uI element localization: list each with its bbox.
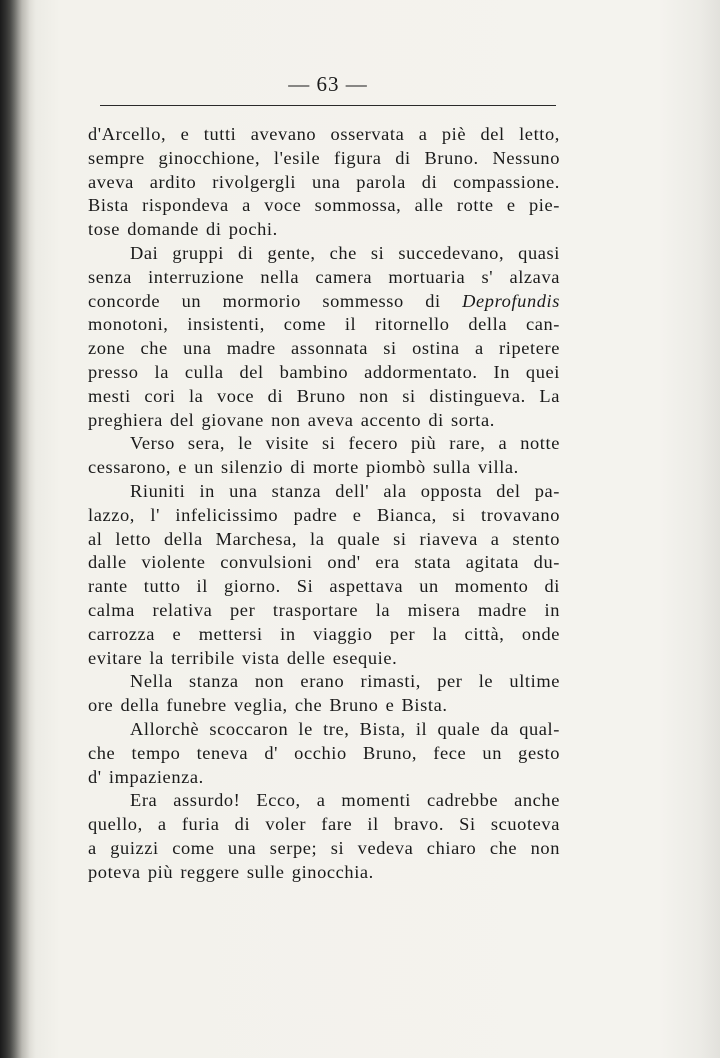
text-line-with-italic <box>88 290 560 314</box>
text-line: Riuniti in una stanza dell' ala opposta del pa- <box>130 480 560 501</box>
italic-term: Deprofundis <box>462 290 561 311</box>
text-line: d'Arcello, e tutti avevano osservata a piè del letto, <box>88 124 560 144</box>
text-line: mesti cori la voce di Bruno non si distingueva. La <box>88 385 560 406</box>
text-line: dalle violente convulsioni ond' era stata agitata du- <box>88 552 560 573</box>
header-rule <box>100 105 556 106</box>
text-line: aveva ardito rivolgergli una parola di compassione. <box>88 171 560 192</box>
text-line: tose domande di pochi. <box>88 219 278 240</box>
text-line: quello, a furia di voler fare il bravo. Si scuoteva <box>88 814 560 835</box>
text-line: presso la culla del bambino addormentato. In quei <box>88 361 560 382</box>
page-header <box>100 72 556 97</box>
text-line: Era assurdo! Ecco, a momenti cadrebbe anche <box>130 790 560 811</box>
binding-shadow <box>0 0 30 1058</box>
text-line: Bista rispondeva a voce sommossa, alle rotte e pie- <box>88 195 560 216</box>
text-line: carrozza e mettersi in viaggio per la città, onde <box>88 623 560 644</box>
text-line: sempre ginocchione, l'esile figura di Bruno. Nessuno <box>88 147 560 168</box>
text-line: evitare la terribile vista delle esequie. <box>88 647 398 668</box>
text-line: Allorchè scoccaron le tre, Bista, il quale da qual- <box>130 718 560 739</box>
text-line: cessarono, e un silenzio di morte piombò sulla villa. <box>88 457 519 478</box>
text-line: monotoni, insistenti, come il ritornello della can- <box>88 314 560 335</box>
text-line: d' impazienza. <box>88 766 204 787</box>
text-line: lazzo, l' infelicissimo padre e Bianca, si trovavano <box>88 504 560 525</box>
text-line: poteva più reggere sulle ginocchia. <box>88 861 374 882</box>
text-line: preghiera del giovane non aveva accento di sorta. <box>88 409 495 430</box>
text-line: rante tutto il giorno. Si aspettava un momento di <box>88 576 560 597</box>
text-line: Nella stanza non erano rimasti, per le ultime <box>130 671 560 692</box>
page-number: — 63 — <box>288 72 368 96</box>
text-line: che tempo teneva d' occhio Bruno, fece un gesto <box>88 742 560 763</box>
text-line: Dai gruppi di gente, che si succedevano, quasi <box>130 242 560 263</box>
text-line: calma relativa per trasportare la misera madre in <box>88 599 560 620</box>
text-line: a guizzi come una serpe; si vedeva chiaro che non <box>88 837 560 858</box>
text-line: al letto della Marchesa, la quale si riaveva a stento <box>88 528 560 549</box>
text-line: Verso sera, le visite si fecero più rare, a notte <box>130 433 560 454</box>
text-fragment: concorde un mormorio sommesso di <box>88 290 441 311</box>
body-text <box>88 123 560 885</box>
text-line: senza interruzione nella camera mortuaria s' alzava <box>88 266 560 287</box>
text-line: zone che una madre assonnata si ostina a ripetere <box>88 338 560 359</box>
text-line: ore della funebre veglia, che Bruno e Bista. <box>88 695 448 716</box>
